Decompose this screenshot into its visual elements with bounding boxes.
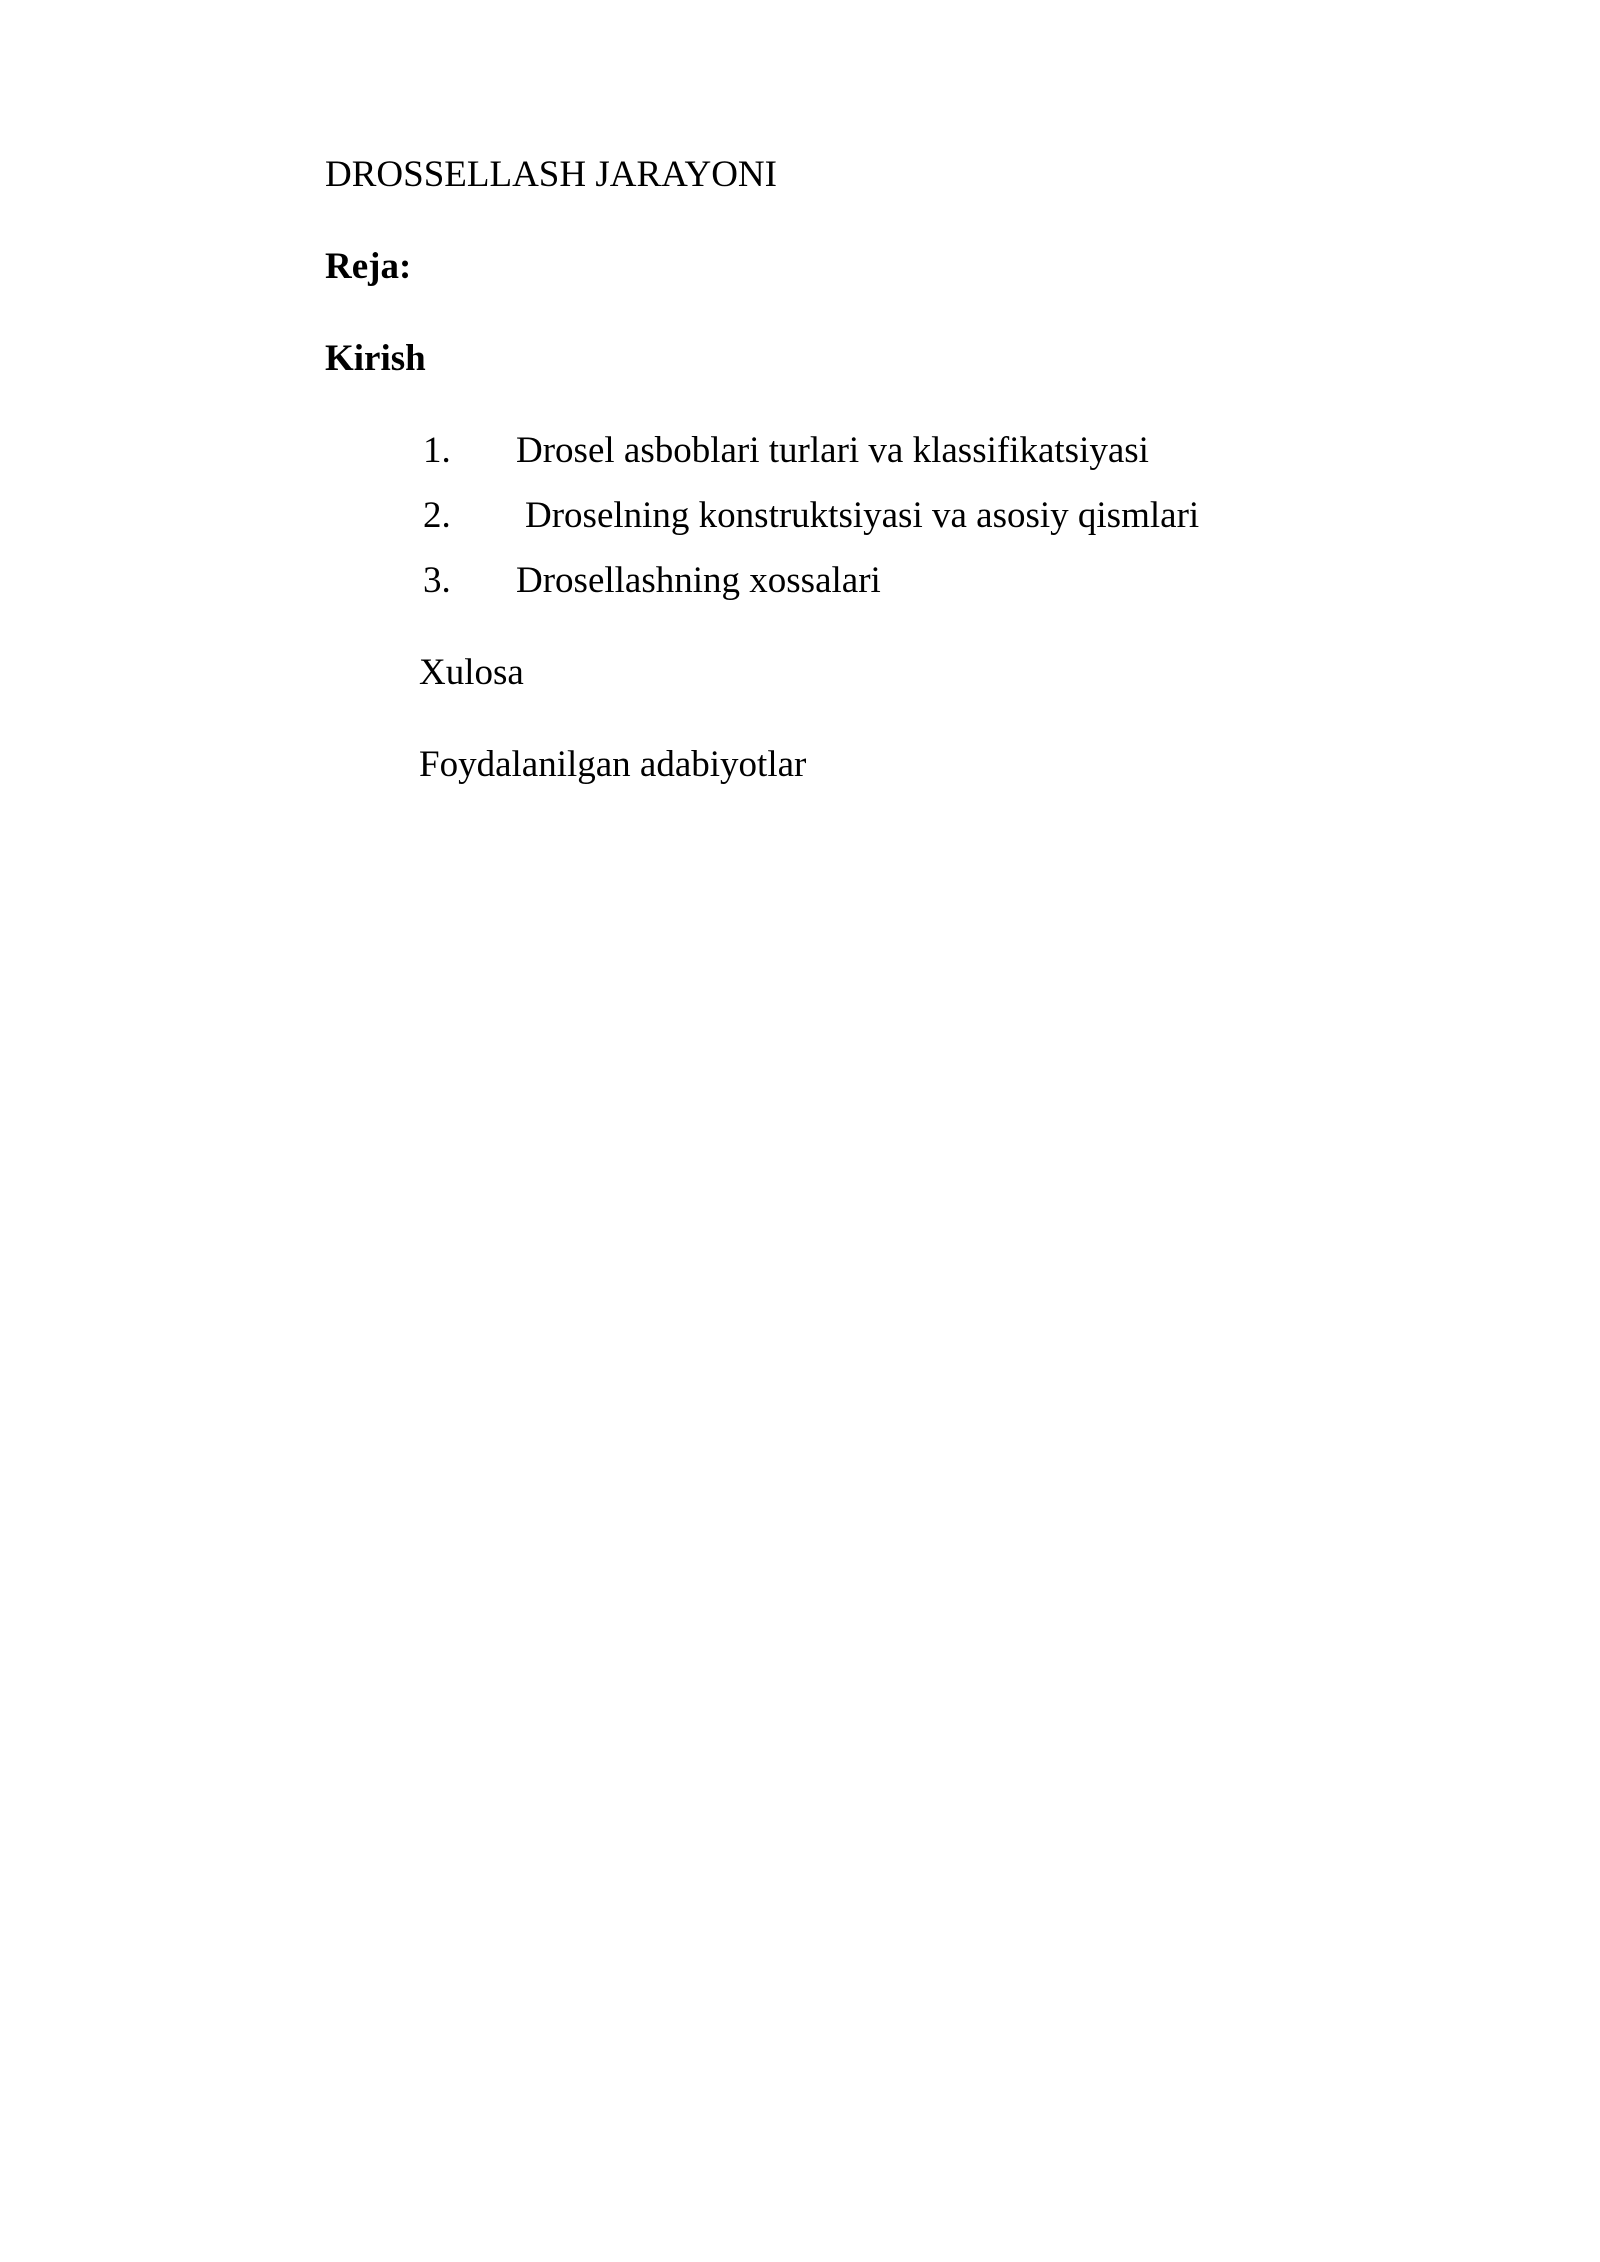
list-item-number: 1.: [423, 430, 451, 471]
conclusion-heading: Xulosa: [419, 652, 524, 693]
document-title: DROSSELLASH JARAYONI: [325, 154, 777, 195]
list-item-text: Drosellashning xossalari: [516, 560, 881, 601]
references-heading: Foydalanilgan adabiyotlar: [419, 744, 807, 785]
list-item-text: Drosel asboblari turlari va klassifikatsiyasi: [516, 430, 1149, 471]
list-item-text: Droselning konstruktsiyasi va asosiy qismlari: [525, 495, 1200, 536]
intro-heading: Kirish: [325, 338, 426, 379]
plan-heading: Reja:: [325, 246, 412, 287]
list-item-number: 3.: [423, 560, 451, 601]
list-item-number: 2.: [423, 495, 451, 536]
